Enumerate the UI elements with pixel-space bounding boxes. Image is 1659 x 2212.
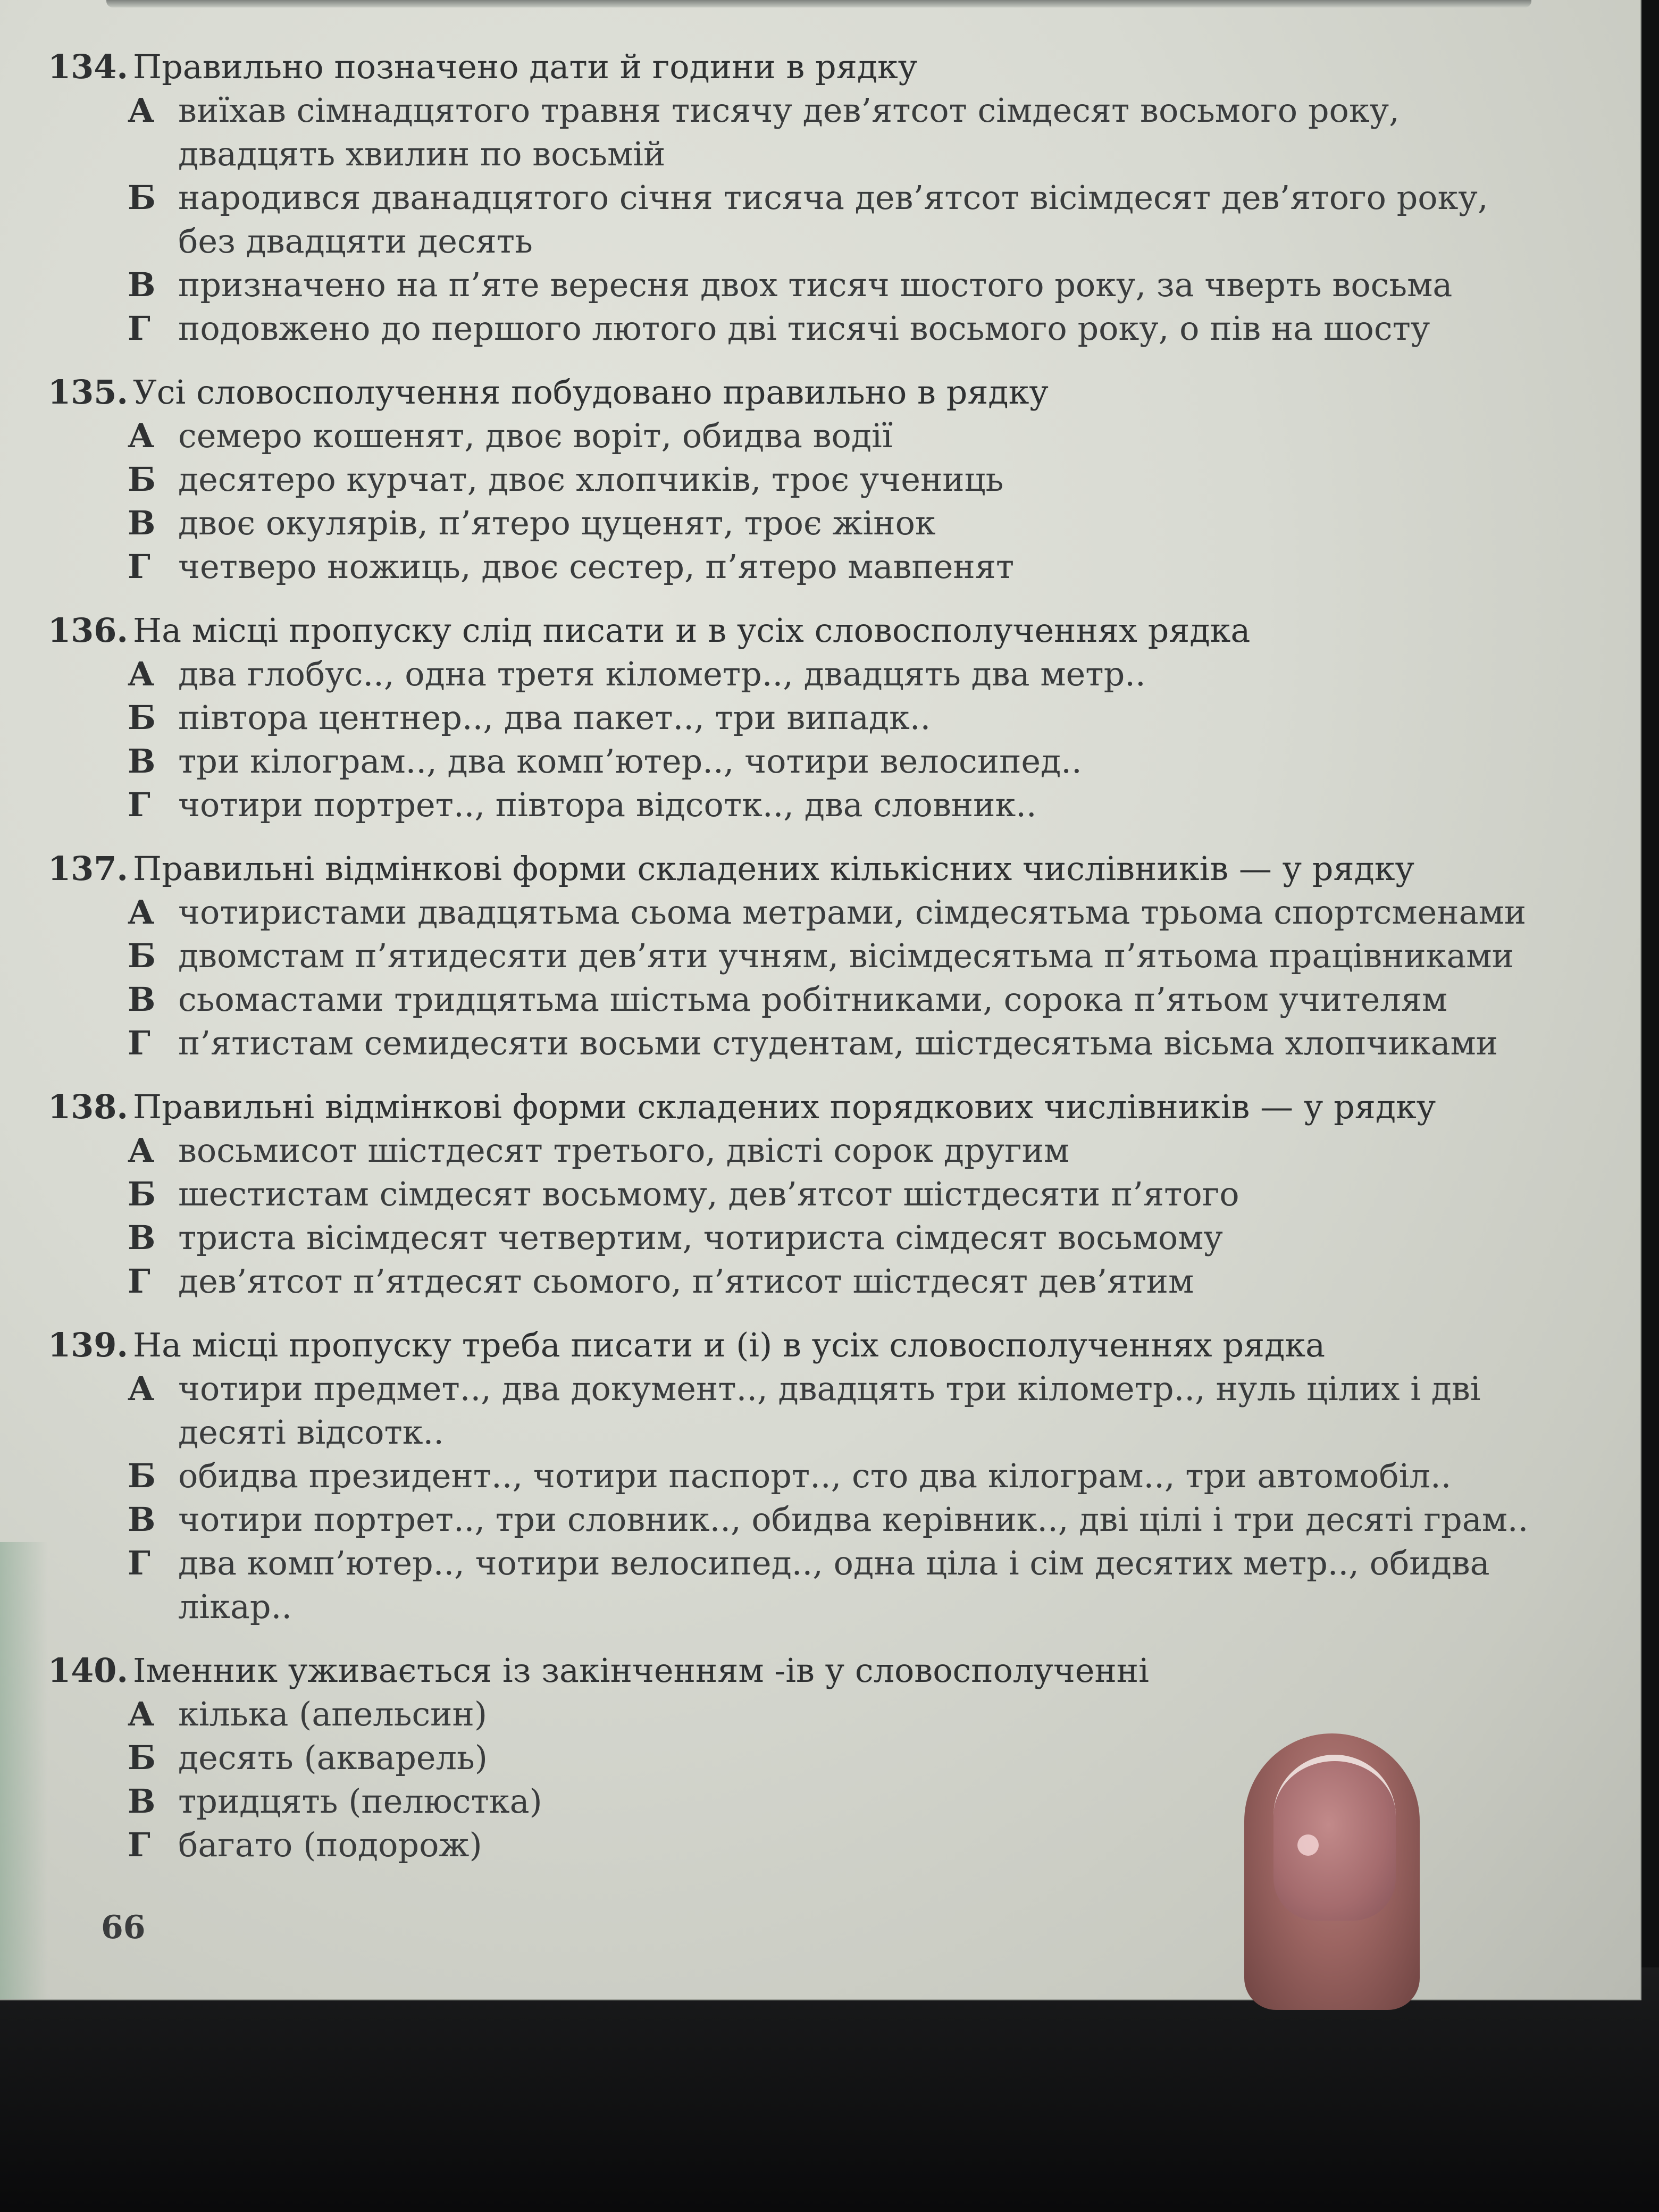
option-letter: Б	[128, 936, 156, 975]
option-letter: В	[128, 980, 156, 1019]
option-letter: А	[128, 91, 155, 130]
option-text: триста вісімдесят четвертим, чотириста сімдесят восьмому	[178, 1218, 1223, 1257]
option-text: четверо ножиць, двоє сестер, п’ятеро мавпенят	[178, 547, 1015, 586]
answer-option	[48, 1172, 1553, 1216]
question-138	[48, 1085, 1553, 1303]
option-text: десять (акварель)	[178, 1738, 488, 1777]
answer-option	[48, 783, 1553, 827]
question-number: 140.	[48, 1651, 129, 1690]
option-letter: Г	[128, 547, 150, 586]
option-text: три кілограм.., два комп’ютер.., чотири велосипед..	[178, 742, 1082, 781]
option-text: обидва президент.., чотири паспорт.., сто два кілограм.., три автомобіл..	[178, 1456, 1452, 1495]
answer-option	[48, 1367, 1553, 1454]
option-letter: А	[128, 893, 155, 932]
option-text: виїхав сімнадцятого травня тисячу дев’ятсот сімдесят восьмого року, двадцять хвилин по восьмій	[178, 91, 1400, 173]
option-text: семеро кошенят, двоє воріт, обидва водії	[178, 416, 893, 455]
answer-option	[48, 978, 1553, 1021]
option-letter: В	[128, 1500, 156, 1539]
option-text: восьмисот шістдесят третього, двісті сорок другим	[178, 1131, 1070, 1170]
answer-option	[48, 1129, 1553, 1172]
option-text: народився дванадцятого січня тисяча дев’ятсот вісімдесят дев’ятого року, без двадцяти десять	[178, 178, 1488, 261]
question-header	[48, 847, 1553, 891]
question-number: 138.	[48, 1087, 129, 1126]
option-letter: В	[128, 1218, 156, 1257]
answer-option	[48, 934, 1553, 978]
option-letter: А	[128, 1695, 155, 1733]
option-text: півтора центнер.., два пакет.., три випадк..	[178, 698, 931, 737]
option-text: призначено на п’яте вересня двох тисяч шостого року, за чверть восьма	[178, 265, 1453, 304]
question-number: 136.	[48, 611, 129, 650]
question-title: Усі словосполучення побудовано правильно в рядку	[133, 373, 1049, 412]
question-title: На місці пропуску слід писати и в усіх словосполученнях рядка	[133, 611, 1251, 650]
answer-option	[48, 652, 1553, 696]
page-number: 66	[101, 1909, 146, 1946]
nail-highlight	[1297, 1834, 1319, 1856]
question-number: 139.	[48, 1326, 129, 1364]
option-letter: В	[128, 265, 156, 304]
option-text: подовжено до першого лютого дві тисячі восьмого року, о пів на шосту	[178, 309, 1430, 348]
question-title: Правильно позначено дати й години в рядку	[133, 47, 918, 86]
option-letter: В	[128, 504, 156, 542]
answer-option	[48, 1541, 1553, 1629]
option-text: сьомастами тридцятьма шістьма робітниками, сорока п’ятьом учителям	[178, 980, 1448, 1019]
option-text: п’ятистам семидесяти восьми студентам, шістдесятьма вісьма хлопчиками	[178, 1024, 1498, 1062]
option-letter: А	[128, 655, 155, 693]
page-top-edge	[106, 0, 1531, 7]
question-135	[48, 371, 1553, 589]
answer-option	[48, 89, 1553, 176]
question-title: Іменник уживається із закінченням -ів у словосполученні	[133, 1651, 1149, 1690]
question-list	[48, 45, 1553, 1887]
option-text: шестистам сімдесят восьмому, дев’ятсот шістдесяти п’ятого	[178, 1175, 1239, 1213]
answer-option	[48, 1260, 1553, 1303]
option-letter: Г	[128, 785, 150, 824]
option-letter: Б	[128, 178, 156, 217]
option-letter: В	[128, 1782, 156, 1821]
answer-option	[48, 414, 1553, 458]
answer-option	[48, 740, 1553, 783]
question-number: 137.	[48, 849, 129, 888]
option-letter: В	[128, 742, 156, 781]
option-letter: Г	[128, 1024, 150, 1062]
question-header	[48, 1649, 1553, 1692]
question-number: 135.	[48, 373, 129, 412]
option-letter: А	[128, 1369, 155, 1408]
option-letter: Б	[128, 698, 156, 737]
option-letter: А	[128, 416, 155, 455]
question-number: 134.	[48, 47, 129, 86]
option-text: двомстам п’ятидесяти дев’яти учням, вісімдесятьма п’ятьома працівниками	[178, 936, 1514, 975]
option-letter: Г	[128, 1544, 150, 1582]
option-letter: Г	[128, 309, 150, 348]
answer-option	[48, 696, 1553, 740]
answer-option	[48, 1454, 1553, 1498]
answer-option	[48, 1216, 1553, 1260]
option-text: десятеро курчат, двоє хлопчиків, троє учениць	[178, 460, 1004, 499]
question-136	[48, 609, 1553, 827]
question-header	[48, 45, 1553, 89]
answer-option	[48, 1021, 1553, 1065]
fingernail	[1273, 1755, 1396, 1921]
desk-background	[0, 1967, 1659, 2212]
option-text: двоє окулярів, п’ятеро цуценят, троє жінок	[178, 504, 936, 542]
question-139	[48, 1323, 1553, 1629]
answer-option	[48, 263, 1553, 307]
question-title: Правильні відмінкові форми складених кількісних числівників — у рядку	[133, 849, 1415, 888]
option-letter: Б	[128, 1175, 156, 1213]
option-letter: А	[128, 1131, 155, 1170]
option-text: чотири портрет.., три словник.., обидва керівник.., дві цілі і три десяті грам..	[178, 1500, 1529, 1539]
question-title: На місці пропуску треба писати и (і) в усіх словосполученнях рядка	[133, 1326, 1326, 1364]
question-header	[48, 1085, 1553, 1129]
question-header	[48, 1323, 1553, 1367]
option-text: чотиристами двадцятьма сьома метрами, сімдесятьма трьома спортсменами	[178, 893, 1527, 932]
option-text: тридцять (пелюстка)	[178, 1782, 542, 1821]
option-text: два комп’ютер.., чотири велосипед.., одна ціла і сім десятих метр.., обидва лікар..	[178, 1544, 1490, 1626]
question-137	[48, 847, 1553, 1065]
option-letter: Б	[128, 1456, 156, 1495]
option-letter: Г	[128, 1262, 150, 1301]
option-letter: Б	[128, 1738, 156, 1777]
option-letter: Г	[128, 1825, 150, 1864]
question-header	[48, 371, 1553, 414]
option-text: кілька (апельсин)	[178, 1695, 488, 1733]
answer-option	[48, 1692, 1553, 1736]
answer-option	[48, 458, 1553, 501]
answer-option	[48, 176, 1553, 263]
option-letter: Б	[128, 460, 156, 499]
option-text: чотири предмет.., два документ.., двадцять три кілометр.., нуль цілих і дві десяті відсотк..	[178, 1369, 1481, 1452]
option-text: чотири портрет.., півтора відсотк.., два словник..	[178, 785, 1037, 824]
option-text: багато (подорож)	[178, 1825, 482, 1864]
option-text: дев’ятсот п’ятдесят сьомого, п’ятисот шістдесят дев’ятим	[178, 1262, 1194, 1301]
answer-option	[48, 891, 1553, 934]
question-header	[48, 609, 1553, 652]
question-title: Правильні відмінкові форми складених порядкових числівників — у рядку	[133, 1087, 1436, 1126]
option-text: два глобус.., одна третя кілометр.., двадцять два метр..	[178, 655, 1146, 693]
answer-option	[48, 1498, 1553, 1541]
answer-option	[48, 307, 1553, 350]
answer-option	[48, 545, 1553, 589]
page-edge-tint	[0, 1542, 48, 1999]
question-134	[48, 45, 1553, 350]
answer-option	[48, 501, 1553, 545]
